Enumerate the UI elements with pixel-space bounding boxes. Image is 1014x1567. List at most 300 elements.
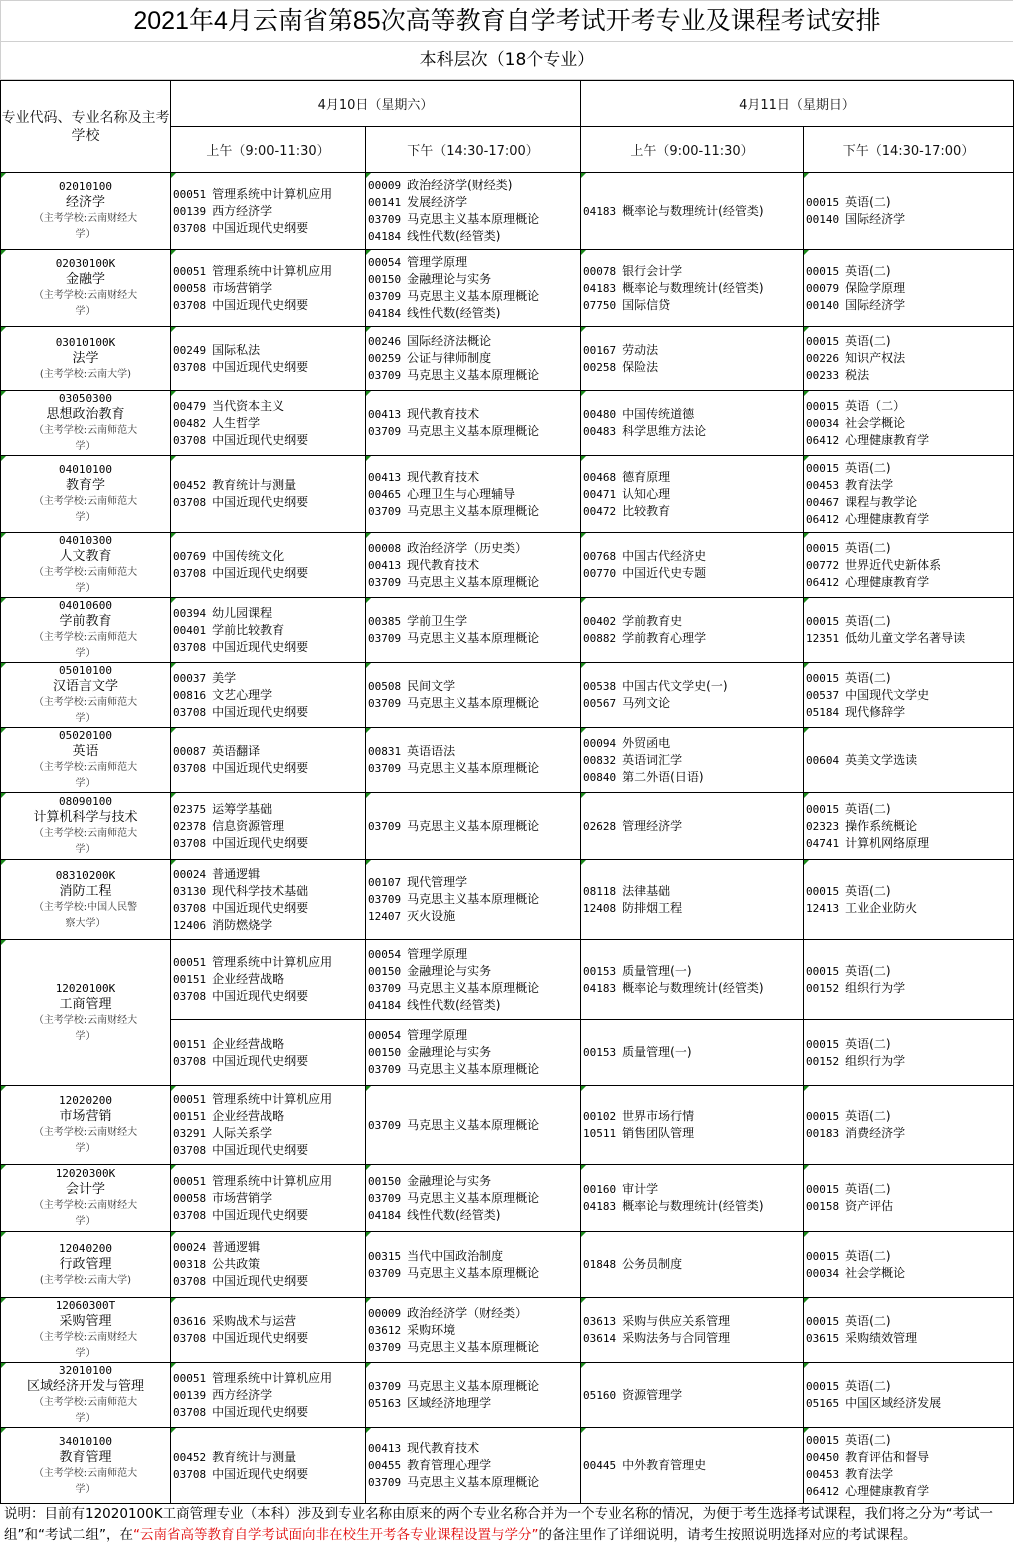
- course-code: 00413: [368, 408, 402, 421]
- major-name: 汉语言文学: [52, 679, 118, 694]
- course-name: 西方经济学: [212, 1387, 273, 1402]
- course-name: 线性代数(经管类): [407, 1207, 501, 1222]
- course-entry: [173, 263, 365, 280]
- course-code: 00140: [806, 298, 840, 312]
- session-cell-apr10-pm: [366, 1020, 581, 1086]
- course-entry: [368, 367, 580, 384]
- course-code: 00078: [583, 264, 617, 278]
- course-entry: [583, 900, 803, 917]
- course-name: 英语翻译: [212, 744, 261, 758]
- major-name: 金融学: [65, 272, 105, 287]
- major-code: 12040200: [59, 1241, 112, 1255]
- course-code: 00604: [806, 753, 840, 767]
- table-row: [1, 250, 1014, 327]
- course-name: 马克思主义基本原理概论: [407, 1062, 540, 1076]
- course-name: 中国近现代史纲要: [212, 495, 309, 509]
- course-name: 采购与供应关系管理: [622, 1314, 731, 1328]
- course-code: 00158: [806, 1200, 840, 1213]
- course-entry: [583, 1108, 803, 1125]
- session-cell-apr10-am: [171, 793, 366, 860]
- course-entry: [806, 1265, 1013, 1282]
- course-entry: [173, 743, 365, 760]
- course-entry: [368, 557, 580, 574]
- course-code: 03130: [173, 884, 207, 898]
- course-entry: [583, 678, 803, 695]
- course-code: 00051: [173, 1371, 207, 1385]
- course-entry: [368, 908, 580, 925]
- course-entry: [806, 333, 1013, 350]
- session-cell-apr10-pm: [366, 1232, 581, 1298]
- session-cell-apr11-am: [581, 1165, 804, 1232]
- course-name: 信息资源管理: [212, 818, 285, 833]
- course-entry: [368, 406, 580, 423]
- course-code: 00153: [583, 964, 617, 978]
- course-code: 03614: [583, 1332, 617, 1345]
- session-cell-apr11-pm: [804, 793, 1014, 860]
- course-code: 00107: [368, 876, 402, 889]
- course-name: 中国近现代史纲要: [212, 1331, 309, 1345]
- course-name: 第二外语(日语): [622, 769, 704, 784]
- course-name: 社会学概论: [845, 1265, 906, 1280]
- course-code: 03708: [173, 1275, 207, 1288]
- course-entry: [368, 1173, 580, 1190]
- course-name: 当代资本主义: [212, 398, 285, 413]
- course-code: 01848: [583, 1258, 617, 1271]
- course-code: 00152: [806, 981, 840, 995]
- course-name: 国际信贷: [622, 297, 671, 312]
- course-code: 00054: [368, 947, 402, 961]
- course-name: 马克思主义基本原理概论: [407, 980, 540, 995]
- course-entry: [173, 988, 365, 1005]
- course-name: 中国近现代史纲要: [212, 761, 309, 775]
- major-school: （主考学校:云南师范大学）: [33, 1467, 138, 1495]
- course-name: 当代中国政治制度: [407, 1248, 504, 1263]
- session-cell-apr10-pm: [366, 663, 581, 728]
- course-name: 销售团队管理: [622, 1126, 695, 1140]
- course-code: 04741: [806, 836, 840, 850]
- course-name: 中国古代文学史(一): [622, 679, 728, 693]
- course-entry: [173, 1404, 365, 1421]
- session-cell-apr11-pm: [804, 1020, 1014, 1086]
- course-name: 金融理论与实务: [407, 272, 492, 286]
- course-entry: [173, 1207, 365, 1224]
- table-row: [1, 793, 1014, 860]
- session-cell-apr11-pm: [804, 1363, 1014, 1428]
- course-code: 00769: [173, 550, 207, 563]
- note-prefix: 说明：目前有12020100K工商管理专业（本科）涉及到专业名称由原来的两个专业名称合并为一个专业名称的情况，为便于考生选择考试课程，我们将之分为“考试一组”和“考试二组”，在: [4, 1506, 994, 1543]
- major-name: 行政管理: [59, 1256, 112, 1272]
- course-name: 中国近代史专题: [622, 566, 707, 580]
- course-name: 现代管理学: [407, 875, 468, 889]
- course-code: 00054: [368, 1029, 402, 1042]
- course-name: 发展经济学: [407, 195, 468, 209]
- major-school: （主考学校:云南师范大学）: [33, 496, 138, 523]
- course-entry: [173, 900, 365, 917]
- course-entry: [173, 1091, 365, 1108]
- course-name: 英语(二): [845, 670, 891, 685]
- course-entry: [368, 469, 580, 486]
- course-code: 03291: [173, 1127, 207, 1140]
- course-entry: [368, 1474, 580, 1491]
- major-cell: [1, 391, 171, 456]
- course-code: 10511: [583, 1127, 617, 1140]
- course-code: 03709: [368, 1118, 402, 1132]
- course-code: 04184: [368, 230, 402, 243]
- course-name: 管理系统中计算机应用: [212, 186, 333, 201]
- course-entry: [806, 557, 1013, 574]
- course-code: 00401: [173, 623, 207, 637]
- course-entry: [583, 406, 803, 423]
- course-code: 00246: [368, 335, 402, 348]
- course-code: 00009: [368, 179, 402, 192]
- course-name: 中国现代文学史: [845, 687, 930, 702]
- course-entry: [368, 1027, 580, 1044]
- course-entry: [368, 963, 580, 980]
- session-cell-apr10-am: [171, 1165, 366, 1232]
- session-cell-apr10-pm: [366, 598, 581, 663]
- course-code: 00567: [583, 697, 617, 710]
- course-name: 组织行为学: [845, 980, 906, 995]
- course-entry: [583, 752, 803, 769]
- session-cell-apr10-am: [171, 663, 366, 728]
- session-cell-apr11-am: [581, 793, 804, 860]
- course-name: 英美文学选读: [845, 752, 918, 767]
- course-entry: [583, 565, 803, 582]
- course-entry: [173, 622, 365, 639]
- course-entry: [368, 211, 580, 228]
- schedule-body: [1, 173, 1014, 1504]
- course-code: 03709: [368, 504, 402, 518]
- course-code: 03709: [368, 1266, 402, 1280]
- course-name: 中国近现代史纲要: [212, 1053, 309, 1068]
- course-name: 组织行为学: [845, 1053, 906, 1068]
- table-row: [1, 728, 1014, 793]
- course-entry: [173, 1273, 365, 1290]
- course-entry: [806, 1449, 1013, 1466]
- course-code: 00467: [806, 496, 840, 509]
- course-entry: [806, 350, 1013, 367]
- major-code: 12020300K: [55, 1167, 116, 1180]
- course-code: 03708: [173, 705, 207, 719]
- course-name: 西方经济学: [212, 203, 273, 218]
- course-code: 00034: [806, 1266, 840, 1280]
- course-name: 英语(二): [845, 1109, 891, 1123]
- course-entry: [583, 695, 803, 712]
- course-code: 00452: [173, 479, 207, 492]
- course-entry: [368, 540, 580, 557]
- course-name: 采购绩效管理: [845, 1331, 918, 1345]
- course-name: 概率论与数理统计(经管类): [622, 280, 764, 295]
- course-code: 03709: [368, 213, 402, 226]
- course-code: 02378: [173, 819, 207, 833]
- major-cell: [1, 327, 171, 391]
- course-name: 学前教育史: [622, 614, 683, 628]
- course-entry: [583, 1044, 803, 1061]
- course-code: 00024: [173, 1241, 207, 1254]
- course-entry: [806, 297, 1013, 314]
- course-entry: [173, 1053, 365, 1070]
- course-entry: [806, 1395, 1013, 1412]
- course-entry: [368, 678, 580, 695]
- session-cell-apr11-am: [581, 173, 804, 250]
- course-code: 12351: [806, 632, 840, 645]
- course-entry: [806, 574, 1013, 591]
- page-title: 2021年4月云南省第85次高等教育自学考试开考专业及课程考试安排: [0, 0, 1013, 42]
- session-cell-apr11-pm: [804, 728, 1014, 793]
- course-name: 马列文论: [622, 696, 671, 710]
- course-code: 00394: [173, 606, 207, 620]
- course-name: 国际经济法概论: [407, 334, 492, 348]
- course-code: 00015: [806, 1249, 840, 1263]
- course-entry: [368, 574, 580, 591]
- course-entry: [806, 883, 1013, 900]
- session-cell-apr10-am: [171, 1298, 366, 1363]
- course-name: 心理健康教育学: [845, 512, 930, 526]
- course-code: 00465: [368, 487, 402, 501]
- course-name: 英语(二): [845, 614, 891, 628]
- course-name: 普通逻辑: [212, 1240, 261, 1254]
- course-code: 12407: [368, 910, 402, 923]
- session-cell-apr11-am: [581, 1020, 804, 1086]
- major-cell: [1, 598, 171, 663]
- course-entry: [173, 866, 365, 883]
- session-cell-apr10-am: [171, 598, 366, 663]
- course-code: 03708: [173, 1332, 207, 1345]
- course-name: 消费经济学: [845, 1126, 906, 1140]
- course-name: 心理健康教育学: [845, 1483, 930, 1498]
- course-code: 00150: [368, 1174, 402, 1188]
- major-cell: [1, 250, 171, 327]
- course-entry: [583, 735, 803, 752]
- course-code: 00471: [583, 487, 617, 501]
- course-code: 03709: [368, 1191, 402, 1205]
- course-code: 00537: [806, 688, 840, 702]
- course-code: 03709: [368, 981, 402, 995]
- course-entry: [806, 1466, 1013, 1483]
- course-entry: [368, 1044, 580, 1061]
- course-entry: [368, 1265, 580, 1282]
- course-entry: [173, 280, 365, 297]
- major-name: 经济学: [65, 195, 105, 210]
- course-code: 03709: [368, 575, 402, 589]
- course-entry: [368, 305, 580, 322]
- major-school: （主考学校:云南财经大学）: [33, 1332, 138, 1359]
- course-name: 保险法: [622, 359, 659, 374]
- course-code: 03708: [173, 221, 207, 235]
- course-entry: [368, 1395, 580, 1412]
- course-code: 04184: [368, 998, 402, 1012]
- course-name: 马克思主义基本原理概论: [407, 1379, 540, 1393]
- course-entry: [368, 946, 580, 963]
- course-name: 现代教育技术: [407, 1441, 480, 1455]
- table-row: [1, 663, 1014, 728]
- course-name: 中国近现代史纲要: [212, 297, 309, 312]
- course-name: 英语(二): [845, 1182, 891, 1196]
- course-name: 英语(二): [845, 963, 891, 978]
- course-code: 00150: [368, 1046, 402, 1059]
- course-name: 保险学原理: [845, 280, 906, 295]
- course-entry: [806, 835, 1013, 852]
- session-cell-apr10-am: [171, 1363, 366, 1428]
- course-entry: [368, 695, 580, 712]
- course-name: 管理学原理: [407, 255, 468, 269]
- course-entry: [368, 874, 580, 891]
- session-cell-apr11-am: [581, 391, 804, 456]
- course-code: 03615: [806, 1332, 840, 1345]
- major-cell: [1, 1165, 171, 1232]
- course-code: 00482: [173, 416, 207, 430]
- course-entry: [806, 1432, 1013, 1449]
- course-code: 00183: [806, 1127, 840, 1140]
- course-entry: [583, 297, 803, 314]
- course-name: 英语(二): [845, 540, 891, 555]
- course-code: 00472: [583, 504, 617, 518]
- session-cell-apr11-am: [581, 533, 804, 598]
- course-entry: [806, 432, 1013, 449]
- major-cell: [1, 1086, 171, 1165]
- course-entry: [368, 1378, 580, 1395]
- course-name: 教育法学: [845, 1466, 894, 1481]
- course-entry: [173, 670, 365, 687]
- course-entry: [368, 177, 580, 194]
- course-entry: [806, 1108, 1013, 1125]
- course-code: 04184: [368, 307, 402, 320]
- course-entry: [368, 630, 580, 647]
- course-name: 管理系统中计算机应用: [212, 1370, 333, 1385]
- course-name: 马克思主义基本原理概论: [407, 289, 540, 303]
- major-code: 03050300: [59, 392, 112, 405]
- session-cell-apr11-pm: [804, 327, 1014, 391]
- course-entry: [583, 630, 803, 647]
- course-code: 05160: [583, 1388, 617, 1402]
- course-entry: [368, 1117, 580, 1134]
- course-code: 03709: [368, 1476, 402, 1489]
- course-name: 英语(二): [845, 263, 891, 278]
- course-name: 中国古代经济史: [622, 549, 707, 563]
- course-name: 马克思主义基本原理概论: [407, 1475, 540, 1489]
- course-entry: [173, 186, 365, 203]
- course-code: 00445: [583, 1459, 617, 1472]
- course-entry: [368, 818, 580, 835]
- course-code: 00034: [806, 416, 840, 430]
- course-entry: [173, 1239, 365, 1256]
- course-name: 法律基础: [622, 883, 671, 898]
- session-cell-apr10-am: [171, 456, 366, 533]
- major-school: （主考学校:云南师范大学）: [33, 828, 138, 855]
- course-code: 00151: [173, 1037, 207, 1051]
- session-cell-apr11-am: [581, 1428, 804, 1504]
- major-cell: [1, 793, 171, 860]
- session-cell-apr10-am: [171, 728, 366, 793]
- course-code: 00015: [806, 196, 840, 209]
- course-code: 00153: [583, 1046, 617, 1059]
- major-code: 05020100: [59, 729, 112, 742]
- course-code: 03708: [173, 496, 207, 509]
- course-code: 00015: [806, 615, 840, 628]
- course-entry: [806, 460, 1013, 477]
- course-name: 金融理论与实务: [407, 963, 492, 978]
- course-code: 03709: [368, 1063, 402, 1076]
- table-row: [1, 598, 1014, 663]
- course-entry: [173, 704, 365, 721]
- course-name: 心理健康教育学: [845, 574, 930, 589]
- course-name: 心理卫生与心理辅导: [407, 486, 516, 501]
- course-entry: [173, 477, 365, 494]
- table-row: [1, 533, 1014, 598]
- course-code: 03709: [368, 425, 402, 438]
- exam-schedule-table: [0, 80, 1014, 1504]
- course-entry: [173, 1125, 365, 1142]
- session-cell-apr11-pm: [804, 391, 1014, 456]
- footnote: [0, 1501, 1014, 1549]
- course-entry: [173, 1466, 365, 1483]
- course-name: 管理系统中计算机应用: [212, 1092, 333, 1106]
- course-name: 学前比较教育: [212, 622, 285, 637]
- major-code: 04010100: [59, 463, 112, 476]
- course-entry: [583, 1256, 803, 1273]
- course-code: 00233: [806, 369, 840, 382]
- session-cell-apr10-am: [171, 250, 366, 327]
- course-entry: [173, 1142, 365, 1159]
- table-row: [1, 1086, 1014, 1165]
- course-code: 00315: [368, 1249, 402, 1263]
- course-entry: [173, 1108, 365, 1125]
- course-code: 04183: [583, 204, 617, 218]
- course-code: 08118: [583, 884, 617, 898]
- course-entry: [583, 503, 803, 520]
- course-code: 00051: [173, 1174, 207, 1188]
- course-code: 00015: [806, 264, 840, 278]
- course-code: 00015: [806, 399, 840, 413]
- session-header-apr11-pm: 下午（14:30-17:00）: [804, 127, 1014, 173]
- course-name: 资产评估: [845, 1199, 894, 1213]
- course-entry: [806, 1181, 1013, 1198]
- course-code: 00226: [806, 352, 840, 365]
- course-name: 马克思主义基本原理概论: [407, 574, 540, 589]
- course-name: 马克思主义基本原理概论: [407, 1190, 540, 1205]
- major-name: 会计学: [65, 1182, 105, 1197]
- course-name: 英语(二): [845, 461, 891, 475]
- major-name: 消防工程: [59, 883, 112, 899]
- course-code: 00480: [583, 408, 617, 421]
- course-entry: [583, 963, 803, 980]
- session-cell-apr10-pm: [366, 1428, 581, 1504]
- session-cell-apr10-am: [171, 173, 366, 250]
- table-row: [1, 1232, 1014, 1298]
- course-code: 02628: [583, 819, 617, 833]
- major-code: 04010600: [59, 599, 112, 612]
- course-code: 12406: [173, 918, 207, 932]
- major-code: 02010100: [59, 180, 112, 193]
- course-entry: [583, 342, 803, 359]
- course-name: 工业企业防火: [845, 900, 918, 915]
- course-entry: [806, 511, 1013, 528]
- course-entry: [368, 288, 580, 305]
- major-code: 12020200: [59, 1094, 112, 1107]
- course-code: 02375: [173, 802, 207, 816]
- major-name: 区域经济开发与管理: [26, 1379, 144, 1394]
- session-header-apr11-am: 上午（9:00-11:30）: [581, 127, 804, 173]
- session-cell-apr10-am: [171, 533, 366, 598]
- major-school: （主考学校:云南财经大学）: [33, 1200, 138, 1227]
- course-name: 税法: [845, 368, 870, 382]
- course-name: 学前卫生学: [407, 614, 468, 628]
- course-entry: [368, 1190, 580, 1207]
- course-code: 00402: [583, 615, 617, 628]
- course-entry: [368, 980, 580, 997]
- course-entry: [368, 891, 580, 908]
- course-name: 心理健康教育学: [845, 432, 930, 447]
